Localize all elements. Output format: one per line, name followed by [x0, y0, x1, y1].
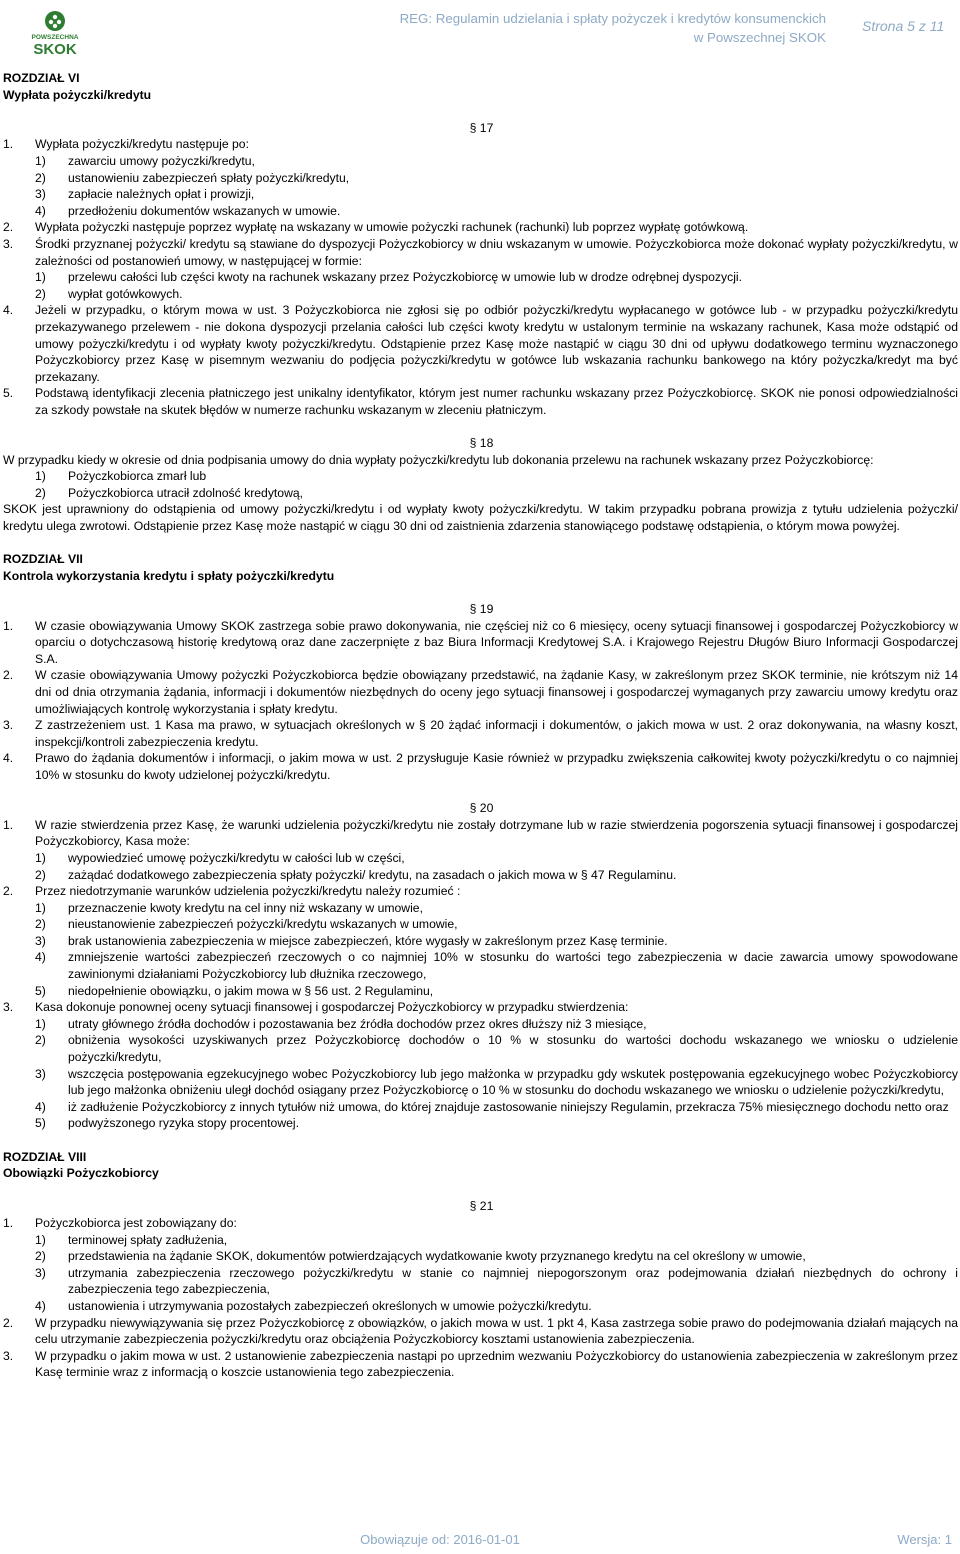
list-item: 4. Prawo do żądania dokumentów i informacji, o jakim mowa w ust. 2 przysługuje Kasie również w przypadku zwiększenia całkowitej kwoty pożyczki/kredytu o co najmniej 10% w stosunku do kwoty udzielonej pożyczki/kredytu. [3, 751, 958, 782]
sub-item: 3) wszczęcia postępowania egzekucyjnego wobec Pożyczkobiorcy lub jego małżonka w przypadku gdy wskutek postępowania egzekucyjnego wobec Pożyczkobiorcy lub jego małżonka obniżeniu uległ dochód osiągany przez Pożyczkobiorcę o 10 % w stosunku do dochodu wskazanego we wniosku o udzielenie pożyczki/kredytu, [35, 1066, 958, 1098]
list-item: 1. W razie stwierdzenia przez Kasę, że warunki udzielenia pożyczki/kredytu nie zostały dotrzymane lub w razie stwierdzenia pogorszenia sytuacji finansowej i gospodarczej Pożyczkobiorcy, Kasa może: [3, 817, 958, 849]
powszechna-skok-logo [14, 8, 96, 56]
list-item: 2. W czasie obowiązywania Umowy pożyczki Pożyczkobiorca będzie obowiązany przedstawić, na żądanie Kasy, w zakreślonym przez SKOK terminie, nie krótszym niż 14 dni od dnia otrzymania żądania, informacji i dokumentów niezbędnych do oceny jego sytuacji finansowej i gospodarczej wymaganych przy zawarciu umowy kredytu oraz umożliwiających kontrolę wykorzystania i spłaty kredytu. [3, 668, 958, 716]
svg-text:SKOK: SKOK [33, 41, 77, 56]
sub-item: 2) przedstawienia na żądanie SKOK, dokumentów potwierdzających wydatkowanie kwoty przyznanego kredytu na cel określony w umowie, [35, 1249, 806, 1264]
chapter-title: ROZDZIAŁ VI [3, 71, 80, 85]
sub-item: 4) zmniejszenie wartości zabezpieczeń rzeczowych o co najmniej 10% w stosunku do wartości tego zabezpieczenia w dacie zawarcia umowy spowodowane zawinionymi działaniami Pożyczkobiorcy lub dłużnika rzeczowego, [35, 950, 958, 982]
list-item: 3. Kasa dokonuje ponownej oceny sytuacji finansowej i gospodarczej Pożyczkobiorcy w przypadku stwierdzenia: [3, 1000, 629, 1015]
sub-item: 2) wypłat gotówkowych. [35, 286, 183, 301]
document-body [3, 70, 958, 1381]
sub-item: 3) zapłacie należnych opłat i prowizji, [35, 187, 255, 202]
sub-item: 5) podwyższonego ryzyka stopy procentowej. [35, 1116, 300, 1131]
document-title-line1: REG: Regulamin udzielania i spłaty pożyczek i kredytów konsumenckich [399, 11, 826, 26]
sub-item: 2) ustanowieniu zabezpieczeń spłaty pożyczki/kredytu, [35, 170, 350, 185]
sub-item: 3) utrzymania zabezpieczenia rzeczowego pożyczki/kredytu w stanie co najmniej niepogorszonym oraz podejmowania działań niezbędnych do ochrony i zabezpieczenia tego zabezpieczenia, [35, 1265, 958, 1297]
chapter-subtitle: Wypłata pożyczki/kredytu [3, 87, 152, 102]
page-footer [0, 1532, 960, 1550]
paragraph-sign: § 21 [469, 1199, 494, 1214]
svg-text:POWSZECHNA: POWSZECHNA [31, 34, 79, 41]
chapter-title: ROZDZIAŁ VIII [3, 1149, 87, 1164]
list-item: 1. Pożyczkobiorca jest zobowiązany do: [3, 1215, 237, 1230]
sub-item: 1) wypowiedzieć umowę pożyczki/kredytu w całości lub w części, [35, 850, 405, 865]
sub-item: 1) Pożyczkobiorca zmarł lub [35, 469, 207, 484]
sub-item: 1) przelewu całości lub części kwoty na rachunek wskazany przez Pożyczkobiorcę w umowie lub w drodze odrębnej dyspozycji. [35, 270, 743, 285]
list-item: 2. W przypadku niewywiązywania się przez Pożyczkobiorcę z obowiązków, o jakich mowa w ust. 1 pkt 4, Kasa zastrzega sobie prawo do podejmowania działań mających na celu utrzymanie zabezpieczenia pożyczki/kredytu oraz obciążenia Pożyczkobiorcy kosztami ustanowienia zabezpieczenia. [3, 1315, 958, 1347]
sub-item: 1) terminowej spłaty zadłużenia, [35, 1232, 228, 1247]
chapter-title: ROZDZIAŁ VII [3, 552, 83, 567]
sub-item: 2) nieustanowienie zabezpieczeń pożyczki/kredytu wskazanych w umowie, [35, 917, 458, 932]
sub-item: 4) przedłożeniu dokumentów wskazanych w umowie. [35, 203, 341, 218]
sub-item: 1) przeznaczenie kwoty kredytu na cel inny niż wskazany w umowie, [35, 900, 423, 915]
paragraph-sign: § 17 [469, 120, 494, 135]
list-item: 5. Podstawą identyfikacji zlecenia płatniczego jest unikalny identyfikator, którym jest numer rachunku wskazany przez Pożyczkobiorcę. SKOK nie ponosi odpowiedzialności za szkody powstałe na skutek błędów w numerze rachunku wskazanym w zleceniu płatniczym. [3, 386, 958, 417]
document-title-line2: w Powszechnej SKOK [693, 29, 826, 45]
paragraph-sign: § 18 [469, 436, 494, 451]
sub-item: 5) niedopełnienie obowiązku, o jakim mowa w § 56 ust. 2 Regulaminu, [35, 983, 434, 998]
paragraph-text: SKOK jest uprawniony do odstąpienia od umowy pożyczki/kredytu i od wypłaty kwoty pożyczki/kredytu. W takim przypadku pobrana prowizja z tytułu udzielenia pożyczki/ kredytu ulega zwrotowi. Odstąpienie przez Kasę może nastąpić w ciągu 30 dni od zaistnienia zdarzenia stanowiącego podstawę odstąpienia, o którym mowa powyżej. [3, 502, 958, 534]
paragraph-sign: § 20 [469, 801, 494, 816]
sub-item: 2) obniżenia wysokości uzyskiwanych przez Pożyczkobiorcę dochodów o 10 % w stosunku do wartości dochodu wskazanego we wniosku o udzielenie pożyczki/kredytu, [35, 1033, 958, 1065]
sub-item: 2) Pożyczkobiorca utracił zdolność kredytową, [35, 485, 304, 500]
list-item: 2. Wypłata pożyczki następuje poprzez wypłatę na wskazany w umowie pożyczki rachunek (rachunki) lub poprzez wypłatę gotówkową. [3, 220, 749, 235]
page-number: Strona 5 z 11 [862, 18, 945, 34]
sub-item: 1) utraty głównego źródła dochodów i pozostawania bez źródła dochodów przez okres dłuższy niż 3 miesiące, [35, 1016, 647, 1031]
list-item: 4. Jeżeli w przypadku, o którym mowa w ust. 3 Pożyczkobiorca nie zgłosi się po odbiór pożyczki/kredytu wypłacanego w gotówce lub - w przypadku pożyczki/kredytu przekazywanego przelewem - nie dokona dyspozycji przelania całości lub części kwoty kredytu w ustalonym terminie na wskazany rachunek, Kasa może odstąpić od umowy pożyczki/kredytu i od wypłaty kwoty pożyczki/kredytu. Odstąpienie przez Kasę może nastąpić w ciągu 30 dni od upływu dodatkowego terminu wyznaczonego Pożyczkobiorcy przez Kasę w pisemnym wezwaniu do podjęcia pożyczki/kredytu w gotówce lub wskazania rachunku bankowego na który pożyczka/kredyt ma być przekazany. [3, 303, 958, 384]
list-item: 3. W przypadku o jakim mowa w ust. 2 ustanowienie zabezpieczenia nastąpi po uprzednim wezwaniu Pożyczkobiorcy do ustanowienia zabezpieczenia w zakreślonym przez Kasę terminie wraz z informacją o koszcie ustanowienia tego zabezpieczenia. [3, 1348, 958, 1380]
sub-item: 2) zażądać dodatkowego zabezpieczenia spłaty pożyczki/ kredytu, na zasadach o jakich mowa w § 47 Regulaminu. [35, 867, 677, 882]
list-item: 1. Wypłata pożyczki/kredytu następuje po: [3, 137, 249, 152]
chapter-subtitle: Obowiązki Pożyczkobiorcy [3, 1166, 159, 1181]
list-item: 3. Środki przyznanej pożyczki/ kredytu są stawiane do dyspozycji Pożyczkobiorcy w dniu wskazanym w umowie. Pożyczkobiorca może dokonać wypłaty pożyczki/kredytu, w zależności od postanowień umowy, w następującej w formie: [3, 236, 958, 268]
chapter-subtitle: Kontrola wykorzystania kredytu i spłaty pożyczki/kredytu [3, 568, 335, 583]
version: Wersja: 1 [897, 1532, 952, 1547]
page-header [0, 0, 960, 60]
effective-date: Obowiązuje od: 2016-01-01 [360, 1532, 520, 1547]
sub-item: 3) brak ustanowienia zabezpieczenia w miejsce zabezpieczeń, które wygasły w zakreślonym przez Kasę terminie. [35, 933, 668, 948]
sub-item: 1) zawarciu umowy pożyczki/kredytu, [35, 153, 255, 168]
list-item: 2. Przez niedotrzymanie warunków udzielenia pożyczki/kredytu należy rozumieć : [3, 884, 461, 899]
sub-item: 4) iż zadłużenie Pożyczkobiorcy z innych tytułów niż umowa, do której znajduje zastosowanie niniejszy Regulamin, przekracza 75% miesięcznego dochodu netto oraz [35, 1099, 949, 1114]
list-item: 3. Z zastrzeżeniem ust. 1 Kasa ma prawo, w sytuacjach określonych w § 20 żądać informacji i dokumentów, o jakich mowa w ust. 2 oraz dokonywania, na własny koszt, inspekcji/kontroli zabezpieczenia kredytu. [3, 718, 958, 749]
paragraph-sign: § 19 [469, 602, 494, 616]
document-title [370, 10, 826, 47]
paragraph-text: W przypadku kiedy w okresie od dnia podpisania umowy do dnia wypłaty pożyczki/kredytu lub dokonania przelewu na rachunek wskazany przez Pożyczkobiorcę: [3, 452, 874, 467]
list-item: 1. W czasie obowiązywania Umowy SKOK zastrzega sobie prawo dokonywania, nie częściej niż co 6 miesięcy, oceny sytuacji finansowej i gospodarczej Pożyczkobiorcy w oparciu o dotychczasową historię kredytową oraz dane zaczerpnięte z baz Biura Informacji Kredytowej S.A. i Krajowego Rejestru Długów Biuro Informacji Gospodarczej S.A. [3, 618, 958, 666]
sub-item: 4) ustanowienia i utrzymywania pozostałych zabezpieczeń określonych w umowie pożyczki/kredytu. [35, 1298, 592, 1313]
